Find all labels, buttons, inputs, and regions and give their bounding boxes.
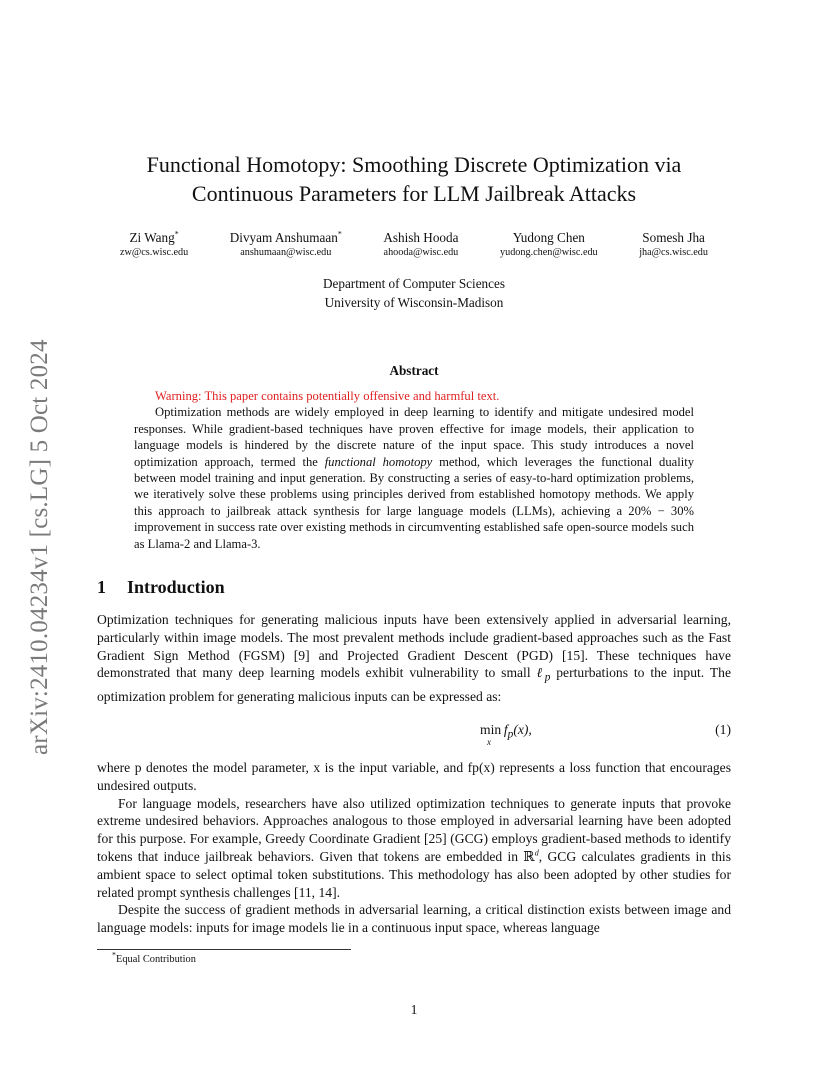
author-email: anshumaan@wisc.edu: [240, 247, 332, 258]
author-block: [120, 230, 188, 260]
affiliation-university: University of Wisconsin-Madison: [324, 295, 504, 310]
footnote-rule: [97, 949, 351, 950]
section-title: Introduction: [127, 577, 225, 597]
emphasized-term: functional homotopy: [324, 454, 433, 469]
author-name: Ashish Hooda: [383, 230, 459, 245]
section-number: 1: [97, 577, 106, 597]
footnote: [112, 950, 196, 965]
intro-paragraph-2: where p denotes the model parameter, x is the input variable, and fp(x) represents a loss function that encourages undesired outputs.: [97, 760, 731, 793]
arxiv-stamp-text: arXiv:2410.04234v1 [cs.LG] 5 Oct 2024: [26, 339, 53, 755]
abstract: [134, 388, 694, 552]
author-email: jha@cs.wisc.edu: [639, 247, 708, 258]
intro-paragraph-3: For language models, researchers have also utilized optimization techniques to generate inputs that provoke extreme undesired behaviors. Approaches analogous to those employed in adversarial learning have been adopted for this purpose. For example, Greedy Coordinate Gradient [25] (GCG) employs gradient-based methods to identify tokens that induce jailbreak behaviors. Given that tokens are embedded in ℝ$^d$, GCG calculates gradients in this ambient space to select optimal token substitutions. This methodology has also been adopted by other studies for related prompt synthesis challenges [11, 14].: [97, 795, 731, 900]
author-email: yudong.chen@wisc.edu: [500, 247, 598, 258]
equation-min-variable: x: [487, 737, 491, 747]
arxiv-identifier-stamp: [22, 295, 62, 755]
author-block: [500, 230, 598, 260]
author-name: Somesh Jha: [642, 230, 705, 245]
author-name: Divyam Anshumaan: [229, 230, 338, 245]
author-block: [383, 230, 458, 260]
equation-number: (1): [715, 722, 731, 737]
paper-title: [90, 150, 738, 208]
page-number: 1: [410, 1002, 418, 1017]
affiliation: [200, 274, 628, 312]
abstract-heading: Abstract: [389, 363, 439, 378]
author-name: Zi Wang: [129, 230, 175, 245]
author-mark: *: [337, 229, 342, 239]
intro-paragraph-1: Optimization techniques for generating malicious inputs have been extensively applied in adversarial learning, particularly within image models. The most prevalent methods include gradient-based approaches such as the Fast Gradient Sign Method (FGSM) [9] and Projected Gradient Descent (PGD) [15]. These techniques have demonstrated that many deep learning models exhibit vulnerability to small ℓ$_p$ perturbations to the input. The optimization problem for generating malicious inputs can be expressed as:: [97, 612, 731, 704]
equation-expression: $\min f_p(x)$,: [480, 722, 532, 741]
section-heading: [97, 577, 225, 598]
title-line-2: Continuous Parameters for LLM Jailbreak Attacks: [191, 181, 637, 206]
equation-1: [97, 722, 731, 750]
content-warning: Warning: This paper contains potentially offensive and harmful text.: [155, 389, 500, 403]
footnote-text: Equal Contribution: [116, 954, 196, 965]
intro-paragraph-4: Despite the success of gradient methods in adversarial learning, a critical distinction exists between image and language models: inputs for image models lie in a continuous input space, whereas language: [97, 902, 731, 936]
author-email: ahooda@wisc.edu: [383, 247, 459, 258]
intro-paragraphs: [97, 759, 731, 937]
title-line-1: Functional Homotopy: Smoothing Discrete Optimization via: [146, 152, 682, 177]
author-list: [120, 230, 708, 260]
affiliation-department: Department of Computer Sciences: [322, 276, 505, 291]
abstract-body: Optimization methods are widely employed in deep learning to identify and mitigate undesired model responses. While gradient-based techniques have proven effective for image models, their application to language models is hindered by the discrete nature of the input space. This study introduces a novel optimization approach, termed the functional homotopy method, which leverages the functional duality between model training and input generation. By constructing a series of easy-to-hard optimization problems, we iteratively solve these problems using principles derived from established homotopy methods. We apply this approach to jailbreak attack synthesis for large language models (LLMs), achieving a 20% − 30% improvement in success rate over existing methods in circumventing established safe open-source models such as Llama-2 and Llama-3.: [134, 405, 695, 551]
author-email: zw@cs.wisc.edu: [120, 247, 189, 258]
real-space-symbol: ℝ: [523, 848, 535, 864]
author-mark: *: [174, 229, 179, 239]
footnote-mark: *: [112, 950, 116, 960]
lp-norm-symbol: ℓ: [536, 665, 545, 681]
author-block: [639, 230, 708, 260]
author-block: [230, 230, 342, 260]
author-name: Yudong Chen: [512, 230, 585, 245]
